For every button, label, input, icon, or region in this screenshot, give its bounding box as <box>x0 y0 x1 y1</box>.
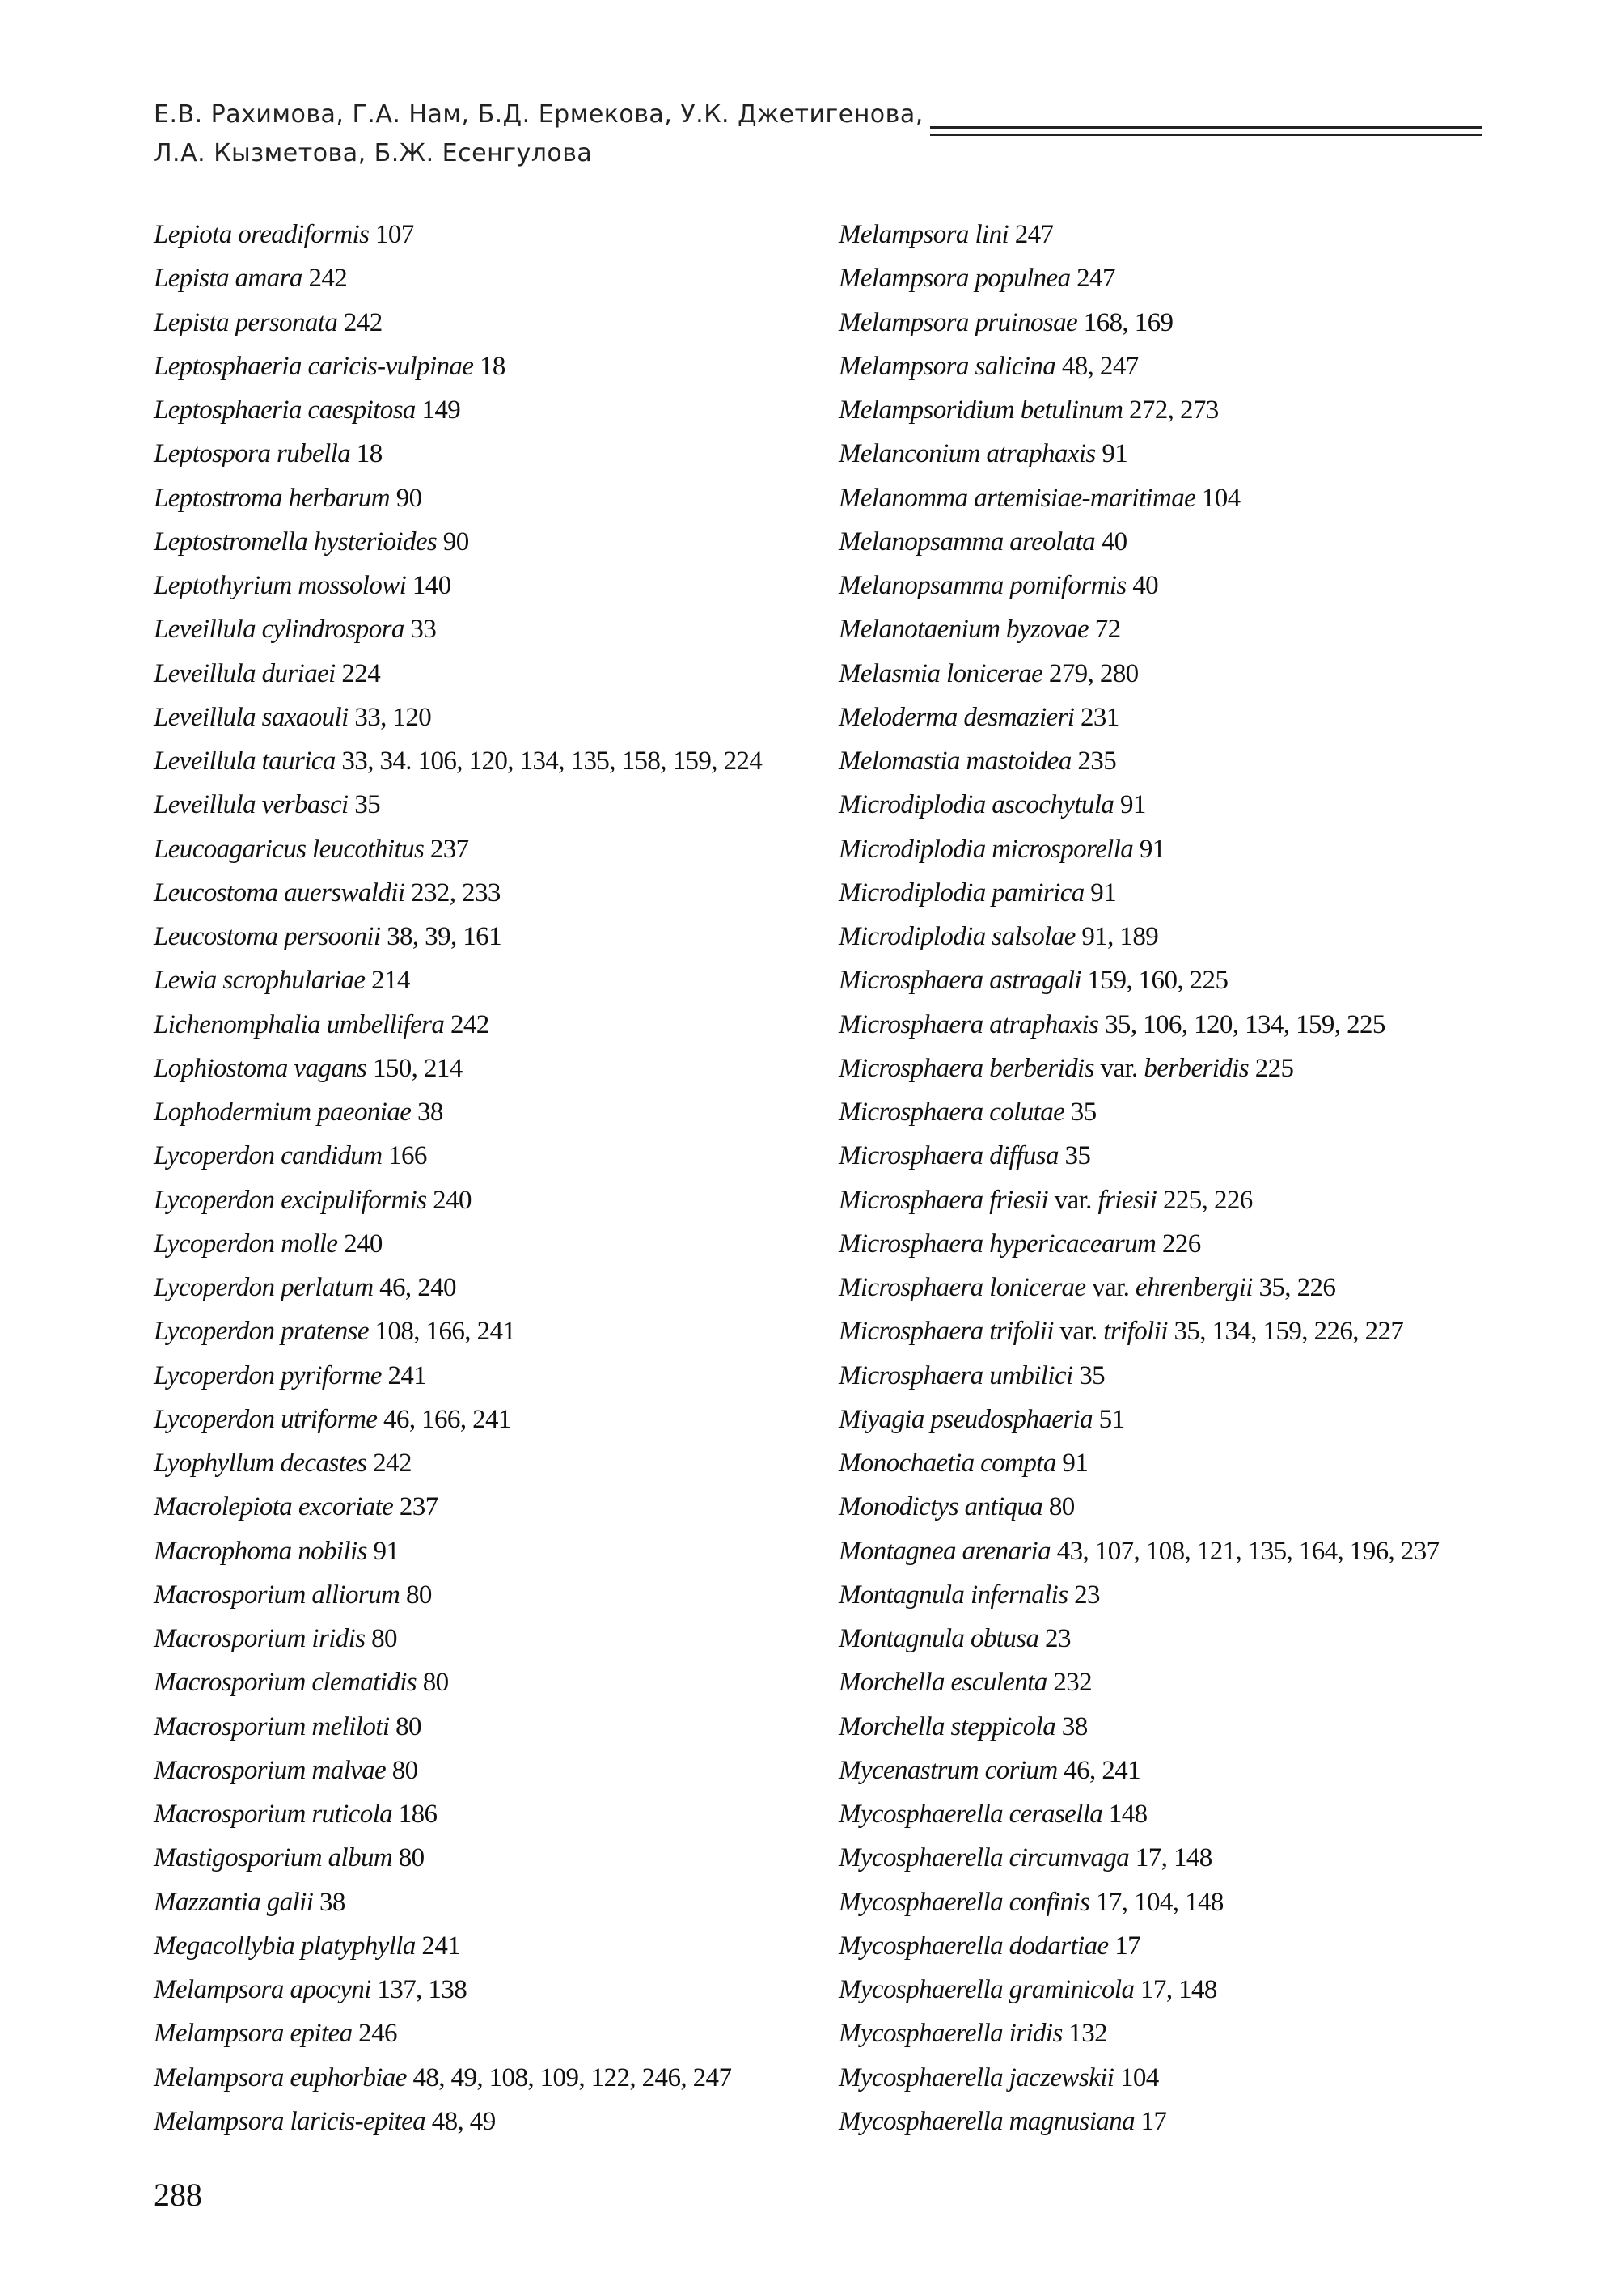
index-entry <box>154 1705 849 1749</box>
index-entry <box>839 1705 1534 1749</box>
page-references: 91 <box>1139 834 1165 864</box>
index-entry <box>154 520 849 564</box>
page-references: 33 <box>410 615 437 645</box>
page-references: 224 <box>341 658 381 688</box>
index-entry <box>839 827 1534 871</box>
page-references: 240 <box>344 1229 383 1259</box>
species-name: Macrosporium clematidis <box>154 1668 417 1698</box>
index-entry <box>154 1836 849 1880</box>
page-references: 35 <box>354 790 381 820</box>
species-name: Montagnula infernalis <box>839 1580 1068 1610</box>
page-references: 80 <box>395 1711 421 1741</box>
species-name: Microsphaera friesii <box>839 1185 1049 1215</box>
page-references: 272, 273 <box>1128 396 1219 425</box>
index-entry <box>154 1047 849 1090</box>
species-name: Microsphaera hypericacearum <box>839 1229 1157 1259</box>
species-name: Leptothyrium mossolowi <box>154 571 407 600</box>
variety-marker: var. <box>1100 1053 1138 1083</box>
page-references: 38 <box>1061 1711 1088 1741</box>
species-name: Mycosphaerella confinis <box>839 1887 1090 1917</box>
page-references: 51 <box>1098 1404 1125 1434</box>
index-entry <box>839 1134 1534 1178</box>
species-name: Leucostoma persoonii <box>154 922 381 951</box>
index-entry <box>839 607 1534 651</box>
page-references: 80 <box>422 1668 449 1698</box>
index-entry <box>154 1573 849 1617</box>
index-entry <box>154 345 849 388</box>
index-entry <box>839 915 1534 958</box>
page-references: 226 <box>1161 1229 1201 1259</box>
species-name: Lyophyllum decastes <box>154 1449 367 1478</box>
page-references: 91 <box>373 1536 400 1566</box>
index-entry <box>839 1003 1534 1047</box>
species-name: Melampsora salicina <box>839 351 1056 381</box>
species-name: Megacollybia platyphylla <box>154 1931 416 1961</box>
page-references: 166 <box>388 1141 427 1171</box>
species-name: Macrosporium ruticola <box>154 1800 393 1829</box>
index-entry <box>154 1617 849 1661</box>
species-name: Microsphaera colutae <box>839 1098 1065 1127</box>
species-name: Leveillula verbasci <box>154 790 349 820</box>
page-references: 43, 107, 108, 121, 135, 164, 196, 237 <box>1056 1536 1440 1566</box>
page-references: 150, 214 <box>372 1053 463 1083</box>
index-entry <box>839 213 1534 256</box>
species-name: Leptosphaeria caricis-vulpinae <box>154 351 474 381</box>
species-name: Mycosphaerella cerasella <box>839 1800 1103 1829</box>
page-references: 232, 233 <box>411 878 501 907</box>
index-entry <box>839 958 1534 1002</box>
species-name: Mastigosporium album <box>154 1843 393 1873</box>
species-name: Montagnea arenaria <box>839 1536 1051 1566</box>
species-name: Microsphaera atraphaxis <box>839 1009 1099 1039</box>
index-entry <box>839 1354 1534 1398</box>
page-references: 35, 226 <box>1258 1273 1336 1302</box>
index-entry <box>839 256 1534 300</box>
page-references: 48, 247 <box>1061 351 1139 381</box>
species-name: Macrosporium alliorum <box>154 1580 400 1610</box>
index-entry <box>154 2012 849 2055</box>
species-name: Microsphaera umbilici <box>839 1360 1073 1390</box>
index-entry <box>839 1485 1534 1529</box>
species-name: Lycoperdon molle <box>154 1229 338 1259</box>
running-header <box>154 95 924 173</box>
page-references: 242 <box>373 1449 412 1478</box>
species-name: Lycoperdon utriforme <box>154 1404 378 1434</box>
index-entry <box>154 915 849 958</box>
index-entry <box>154 1222 849 1266</box>
index-entry <box>839 432 1534 476</box>
species-name: Microsphaera trifolii <box>839 1317 1054 1347</box>
index-entry <box>154 1134 849 1178</box>
page-references: 241 <box>421 1931 461 1961</box>
index-entry <box>839 520 1534 564</box>
species-name: Leptostroma herbarum <box>154 483 391 513</box>
index-entry <box>839 564 1534 607</box>
variety-name: ehrenbergii <box>1135 1273 1253 1302</box>
header-authors-line-1: Е.В. Рахимова, Г.А. Нам, Б.Д. Ермекова, У.К. Джетигенова, <box>154 100 924 129</box>
species-name: Melampsoridium betulinum <box>839 396 1123 425</box>
index-entry <box>154 1661 849 1704</box>
index-entry <box>154 1924 849 1968</box>
species-name: Lycoperdon pratense <box>154 1317 369 1347</box>
species-name: Mycosphaerella circumvaga <box>839 1843 1130 1873</box>
index-entry <box>839 1573 1534 1617</box>
species-name: Mycosphaerella jaczewskii <box>839 2062 1114 2092</box>
species-name: Macrosporium iridis <box>154 1624 366 1653</box>
species-name: Macrophoma nobilis <box>154 1536 367 1566</box>
page-references: 48, 49 <box>431 2106 496 2136</box>
index-entry <box>154 1792 849 1836</box>
species-name: Leucostoma auerswaldii <box>154 878 405 907</box>
index-entry <box>154 958 849 1002</box>
species-name: Lepista amara <box>154 264 302 294</box>
index-entry <box>839 1924 1534 1968</box>
species-name: Melanopsamma pomiformis <box>839 571 1127 600</box>
index-entry <box>154 1881 849 1924</box>
page-references: 38 <box>417 1098 443 1127</box>
species-name: Morchella steppicola <box>839 1711 1056 1741</box>
page-references: 231 <box>1081 702 1119 732</box>
index-entry <box>839 388 1534 432</box>
species-name: Melampsora pruinosae <box>839 307 1078 337</box>
index-entry <box>154 696 849 739</box>
index-entry <box>839 1441 1534 1485</box>
page-references: 107 <box>375 220 414 249</box>
species-name: Lycoperdon excipuliformis <box>154 1185 427 1215</box>
index-entry <box>154 564 849 607</box>
index-entry <box>154 1178 849 1222</box>
index-entry <box>154 1968 849 2012</box>
page-references: 18 <box>356 439 383 469</box>
page-references: 186 <box>398 1800 438 1829</box>
species-name: Microdiplodia pamirica <box>839 878 1085 907</box>
species-name: Meloderma desmazieri <box>839 702 1075 732</box>
species-name: Lichenomphalia umbellifera <box>154 1009 445 1039</box>
species-name: Montagnula obtusa <box>839 1624 1039 1653</box>
index-entry <box>839 476 1534 520</box>
index-entry <box>839 1749 1534 1792</box>
page-references: 235 <box>1077 747 1117 776</box>
page-references: 168, 169 <box>1083 307 1174 337</box>
species-name: Leucoagaricus leucothitus <box>154 834 425 864</box>
species-name: Mycosphaerella iridis <box>839 2019 1063 2049</box>
page-references: 90 <box>442 527 469 556</box>
header-authors-line-2: Л.А. Кызметова, Б.Ж. Есенгулова <box>154 139 593 167</box>
species-name: Morchella esculenta <box>839 1668 1047 1698</box>
species-name: Melampsora epitea <box>154 2019 353 2049</box>
index-entry <box>154 739 849 783</box>
species-name: Macrosporium meliloti <box>154 1711 390 1741</box>
index-entry <box>839 652 1534 696</box>
species-name: Lophodermium paeoniae <box>154 1098 412 1127</box>
page-references: 225 <box>1254 1053 1294 1083</box>
variety-name: berberidis <box>1144 1053 1250 1083</box>
index-entry <box>839 1398 1534 1441</box>
page-references: 237 <box>399 1492 438 1522</box>
index-entry <box>839 696 1534 739</box>
page-references: 33, 120 <box>354 702 432 732</box>
species-name: Macrolepiota excoriate <box>154 1492 394 1522</box>
species-name: Leptostromella hysterioides <box>154 527 438 556</box>
index-column-left <box>154 213 849 2143</box>
species-name: Lophiostoma vagans <box>154 1053 367 1083</box>
variety-name: friesii <box>1097 1185 1157 1215</box>
page-references: 35 <box>1064 1141 1091 1171</box>
species-name: Melampsora laricis-epitea <box>154 2106 426 2136</box>
index-entry <box>839 1090 1534 1134</box>
variety-marker: var. <box>1059 1317 1097 1347</box>
species-name: Monodictys antiqua <box>839 1492 1043 1522</box>
species-name: Melanconium atraphaxis <box>839 439 1096 469</box>
index-entry <box>154 388 849 432</box>
page-references: 91, 189 <box>1081 922 1159 951</box>
page-references: 149 <box>421 396 461 425</box>
header-rule-thick <box>930 126 1482 129</box>
page-references: 17, 148 <box>1135 1843 1212 1873</box>
page-references: 247 <box>1076 264 1115 294</box>
index-entry <box>839 1222 1534 1266</box>
page-references: 35 <box>1079 1360 1106 1390</box>
index-entry <box>154 1090 849 1134</box>
species-name: Mycosphaerella graminicola <box>839 1975 1135 2004</box>
index-entry <box>839 1178 1534 1222</box>
page-references: 33, 34. 106, 120, 134, 135, 158, 159, 224 <box>341 747 763 776</box>
species-name: Melampsora apocyni <box>154 1975 371 2004</box>
page-references: 72 <box>1094 615 1121 645</box>
index-entry <box>839 2100 1534 2143</box>
index-entry <box>154 827 849 871</box>
variety-marker: var. <box>1054 1185 1092 1215</box>
header-rule-thin <box>930 134 1482 136</box>
species-name: Leveillula taurica <box>154 747 336 776</box>
page-references: 279, 280 <box>1048 658 1139 688</box>
page-references: 46, 166, 241 <box>383 1404 511 1434</box>
species-name: Mycenastrum corium <box>839 1755 1058 1785</box>
page-references: 80 <box>405 1580 432 1610</box>
page-references: 91 <box>1090 878 1117 907</box>
page-references: 17 <box>1114 1931 1141 1961</box>
page-references: 80 <box>391 1755 418 1785</box>
species-name: Microsphaera lonicerae <box>839 1273 1086 1302</box>
page-references: 48, 49, 108, 109, 122, 246, 247 <box>412 2062 732 2092</box>
page-references: 91 <box>1062 1449 1089 1478</box>
page-references: 148 <box>1108 1800 1148 1829</box>
index-entry <box>839 871 1534 915</box>
index-entry <box>154 1749 849 1792</box>
species-name: Microsphaera diffusa <box>839 1141 1059 1171</box>
page-references: 90 <box>395 483 422 513</box>
index-entry <box>839 2056 1534 2100</box>
index-entry <box>154 2056 849 2100</box>
index-entry <box>839 301 1534 345</box>
page-references: 46, 241 <box>1064 1755 1141 1785</box>
page-references: 17 <box>1140 2106 1167 2136</box>
index-entry <box>154 1309 849 1353</box>
page-references: 241 <box>387 1360 427 1390</box>
index-entry <box>839 783 1534 827</box>
page-references: 104 <box>1201 483 1241 513</box>
page-references: 17, 104, 148 <box>1095 1887 1224 1917</box>
page-references: 108, 166, 241 <box>374 1317 516 1347</box>
index-entry <box>839 1266 1534 1309</box>
page-references: 23 <box>1074 1580 1100 1610</box>
page-references: 91 <box>1102 439 1128 469</box>
index-entry <box>154 476 849 520</box>
index-entry <box>154 1529 849 1573</box>
index-entry <box>154 432 849 476</box>
species-name: Lepista personata <box>154 307 338 337</box>
index-entry <box>154 213 849 256</box>
page-references: 17, 148 <box>1140 1975 1217 2004</box>
species-name: Melampsora euphorbiae <box>154 2062 407 2092</box>
index-entry <box>839 1968 1534 2012</box>
index-entry <box>839 1529 1534 1573</box>
species-name: Microsphaera berberidis <box>839 1053 1094 1083</box>
index-entry <box>154 1003 849 1047</box>
page-references: 80 <box>371 1624 397 1653</box>
index-entry <box>839 1836 1534 1880</box>
index-entry <box>839 1047 1534 1090</box>
species-name: Lepiota oreadiformis <box>154 220 370 249</box>
page-references: 104 <box>1119 2062 1159 2092</box>
species-name: Leveillula saxaouli <box>154 702 349 732</box>
species-name: Microdiplodia ascochytula <box>839 790 1114 820</box>
species-name: Microdiplodia microsporella <box>839 834 1134 864</box>
species-name: Microdiplodia salsolae <box>839 922 1076 951</box>
index-entry <box>154 1266 849 1309</box>
index-entry <box>154 652 849 696</box>
variety-marker: var. <box>1092 1273 1130 1302</box>
page-references: 237 <box>429 834 469 864</box>
page-references: 35, 134, 159, 226, 227 <box>1174 1317 1404 1347</box>
species-name: Melanopsamma areolata <box>839 527 1096 556</box>
species-name: Melanotaenium byzovae <box>839 615 1089 645</box>
page-references: 225, 226 <box>1162 1185 1253 1215</box>
index-entry <box>839 1617 1534 1661</box>
index-entry <box>154 1485 849 1529</box>
species-name: Lycoperdon pyriforme <box>154 1360 382 1390</box>
page-references: 23 <box>1045 1624 1071 1653</box>
species-name: Macrosporium malvae <box>154 1755 387 1785</box>
species-name: Lycoperdon candidum <box>154 1141 383 1171</box>
index-entry <box>839 1881 1534 1924</box>
page-references: 159, 160, 225 <box>1087 966 1229 996</box>
page-references: 18 <box>480 351 505 381</box>
page-references: 242 <box>308 264 348 294</box>
page-references: 247 <box>1014 220 1054 249</box>
species-name: Monochaetia compta <box>839 1449 1056 1478</box>
page-references: 38 <box>319 1887 345 1917</box>
species-name: Mazzantia galii <box>154 1887 314 1917</box>
page-references: 80 <box>398 1843 425 1873</box>
index-entry <box>154 301 849 345</box>
species-name: Leveillula cylindrospora <box>154 615 404 645</box>
page-references: 91 <box>1119 790 1146 820</box>
page-references: 214 <box>371 966 410 996</box>
page-references: 246 <box>358 2019 397 2049</box>
index-entry <box>839 1661 1534 1704</box>
page-references: 40 <box>1101 527 1127 556</box>
species-name: Melasmia lonicerae <box>839 658 1043 688</box>
index-entry <box>839 1309 1534 1353</box>
page-references: 242 <box>450 1009 489 1039</box>
species-name: Lycoperdon perlatum <box>154 1273 374 1302</box>
page-references: 80 <box>1048 1492 1075 1522</box>
page-references: 140 <box>412 571 451 600</box>
index-entry <box>154 871 849 915</box>
species-name: Miyagia pseudosphaeria <box>839 1404 1093 1434</box>
page-references: 232 <box>1053 1668 1093 1698</box>
page-references: 40 <box>1132 571 1159 600</box>
species-name: Leptosphaeria caespitosa <box>154 396 416 425</box>
species-name: Melanomma artemisiae-maritimae <box>839 483 1196 513</box>
page-number: 288 <box>154 2177 202 2213</box>
page-references: 35 <box>1070 1098 1097 1127</box>
page-references: 240 <box>433 1185 472 1215</box>
species-name: Mycosphaerella magnusiana <box>839 2106 1135 2136</box>
page-references: 132 <box>1068 2019 1108 2049</box>
page-references: 137, 138 <box>377 1975 467 2004</box>
index-column-right <box>839 213 1534 2143</box>
index-entry <box>839 2012 1534 2055</box>
index-entry <box>154 256 849 300</box>
page-references: 35, 106, 120, 134, 159, 225 <box>1105 1009 1385 1039</box>
index-entry <box>154 2100 849 2143</box>
species-name: Melampsora populnea <box>839 264 1071 294</box>
page-references: 38, 39, 161 <box>387 922 501 951</box>
page-references: 46, 240 <box>379 1273 456 1302</box>
index-entry <box>154 607 849 651</box>
species-name: Leveillula duriaei <box>154 658 336 688</box>
variety-name: trifolii <box>1103 1317 1168 1347</box>
species-name: Leptospora rubella <box>154 439 351 469</box>
index-entry <box>154 783 849 827</box>
index-entry <box>154 1441 849 1485</box>
index-entry <box>839 739 1534 783</box>
index-entry <box>154 1354 849 1398</box>
index-entry <box>839 1792 1534 1836</box>
species-name: Melampsora lini <box>839 220 1009 249</box>
page-references: 242 <box>343 307 383 337</box>
species-name: Microsphaera astragali <box>839 966 1081 996</box>
species-name: Melomastia mastoidea <box>839 747 1072 776</box>
index-entry <box>839 345 1534 388</box>
index-entry <box>154 1398 849 1441</box>
species-name: Mycosphaerella dodartiae <box>839 1931 1109 1961</box>
species-name: Lewia scrophulariae <box>154 966 366 996</box>
